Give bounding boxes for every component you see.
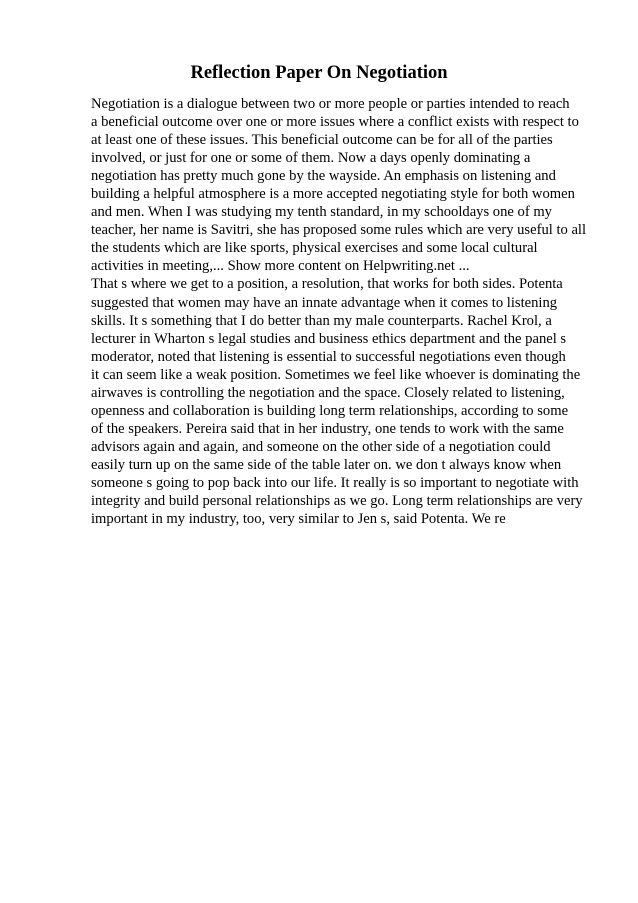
body-text-line: at least one of these issues. This beneficial outcome can be for all of the parties bbox=[91, 132, 553, 149]
body-text-line: moderator, noted that listening is essential to successful negotiations even though bbox=[91, 348, 566, 365]
body-text-line: openness and collaboration is building long term relationships, according to some bbox=[91, 402, 569, 419]
body-text-line: negotiation has pretty much gone by the wayside. An emphasis on listening and bbox=[91, 168, 556, 185]
body-text-line: suggested that women may have an innate advantage when it comes to listening bbox=[91, 294, 558, 311]
body-text-line: That s where we get to a position, a resolution, that works for both sides. Potenta bbox=[91, 276, 563, 293]
body-text-line: airwaves is controlling the negotiation and the space. Closely related to listening, bbox=[91, 384, 565, 401]
body-text-line: teacher, her name is Savitri, she has proposed some rules which are very useful to all bbox=[91, 222, 587, 239]
body-text-line: lecturer in Wharton s legal studies and business ethics department and the panel s bbox=[91, 330, 567, 347]
body-text-line: integrity and build personal relationships as we go. Long term relationships are very bbox=[91, 493, 583, 510]
body-text-line: building a helpful atmosphere is a more accepted negotiating style for both women bbox=[91, 186, 575, 203]
body-text-line: advisors again and again, and someone on the other side of a negotiation could bbox=[91, 438, 551, 455]
body-text-line: it can seem like a weak position. Sometimes we feel like whoever is dominating the bbox=[91, 366, 581, 383]
body-text-line: skills. It s something that I do better than my male counterparts. Rachel Krol, a bbox=[91, 312, 552, 329]
body-text-line: involved, or just for one or some of them. Now a days openly dominating a bbox=[91, 150, 531, 167]
body-text-line: activities in meeting,... Show more content on Helpwriting.net ... bbox=[91, 258, 470, 275]
body-text-line: the students which are like sports, physical exercises and some local cultural bbox=[91, 240, 538, 257]
document-body bbox=[91, 95, 631, 528]
page-title: Reflection Paper On Negotiation bbox=[190, 63, 448, 83]
body-text-line: easily turn up on the same side of the table later on. we don t always know when bbox=[91, 456, 562, 473]
body-text-line: and men. When I was studying my tenth standard, in my schooldays one of my bbox=[91, 204, 552, 221]
body-text-line: Negotiation is a dialogue between two or more people or parties intended to reach bbox=[91, 96, 570, 112]
body-text-line: a beneficial outcome over one or more issues where a conflict exists with respect to bbox=[91, 114, 579, 131]
body-text-line: someone s going to pop back into our life. It really is so important to negotiate with bbox=[91, 474, 579, 491]
body-text-line: of the speakers. Pereira said that in her industry, one tends to work with the same bbox=[91, 420, 564, 437]
body-text-line: important in my industry, too, very similar to Jen s, said Potenta. We re bbox=[91, 511, 506, 528]
